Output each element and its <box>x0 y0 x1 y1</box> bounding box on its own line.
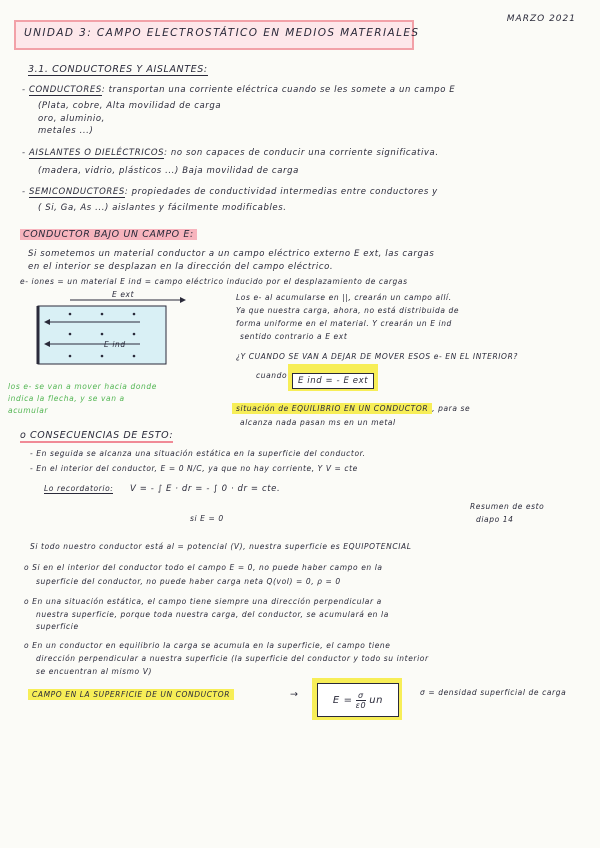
right-note-4: sentido contrario a E ext <box>240 332 348 341</box>
charge-dot <box>69 333 72 336</box>
bullet2-line-2: nuestra superficie, porque toda nuestra carga, del conductor, se acumulará en la <box>36 610 389 619</box>
charge-dot <box>133 355 136 358</box>
section-heading-1: 3.1. CONDUCTORES Y AISLANTES: <box>28 64 208 75</box>
semiconductores-line: - SEMICONDUCTORES: propiedades de conductividad intermedias entre conductores y <box>22 187 438 197</box>
aislantes-line: - AISLANTES O DIELÉCTRICOS: no son capaces de conducir una corriente significativa. <box>22 148 439 158</box>
section-heading-2: CONDUCTOR BAJO UN CAMPO E: <box>20 229 197 240</box>
green-note-2: indica la flecha, y se van a <box>8 394 125 403</box>
formula-fraction <box>356 691 367 710</box>
bullet3-line-2: dirección perpendicular a nuestra superficie (la superficie del conductor y todo su interior <box>36 654 429 663</box>
formula-e: E = <box>332 694 353 706</box>
page-title: UNIDAD 3: CAMPO ELECTROSTÁTICO EN MEDIOS MATERIALES <box>24 27 420 39</box>
charge-dot <box>133 313 136 316</box>
resumen-1: Resumen de esto <box>470 502 545 511</box>
intro-line-1: Si sometemos un material conductor a un campo eléctrico externo E ext, las cargas <box>28 249 435 259</box>
si-e0: si E = 0 <box>190 514 224 523</box>
charge-dot <box>101 313 104 316</box>
formula-highlight <box>312 678 402 720</box>
resumen-2: diapo 14 <box>476 515 514 524</box>
green-note-1: los e- se van a mover hacia donde <box>8 382 157 391</box>
section-heading-3: o CONSECUENCIAS DE ESTO: <box>20 430 174 441</box>
integral-eq: V = - ∫ E · dr = - ∫ 0 · dr = cte. <box>130 484 281 494</box>
eq-box: E ind = - E ext <box>292 373 374 389</box>
semiconductores-line-2: ( Si, Ga, As ...) aislantes y fácilmente modificables. <box>38 203 287 213</box>
e-ext-arrowhead <box>180 297 186 303</box>
formula-denominator: ε0 <box>355 700 367 710</box>
charge-dot <box>101 333 104 336</box>
conductores-example-3: metales ...) <box>38 126 94 136</box>
question: ¿Y CUANDO SE VAN A DEJAR DE MOVER ESOS e- EN EL INTERIOR? <box>236 352 518 361</box>
charge-dot <box>69 313 72 316</box>
e-ind-label: E ind <box>104 340 126 349</box>
formula-numerator: σ <box>358 690 364 700</box>
bullet1-line-1: o Si en el interior del conductor todo el campo E = 0, no puede haber campo en la <box>24 563 383 572</box>
e-ext-label: E ext <box>112 290 135 299</box>
equilibrio-line-2: alcanza nada pasan ms en un metal <box>240 418 396 427</box>
intro-line-2: en el interior se desplazan en la dirección del campo eléctrico. <box>28 262 334 272</box>
charge-dot <box>69 355 72 358</box>
conductores-line: - CONDUCTORES: transportan una corriente eléctrica cuando se les somete a un campo E <box>22 85 456 95</box>
formula-unit-vector: un <box>369 694 384 706</box>
iones-line: e- iones = un material E ind = campo eléctrico inducido por el desplazamiento de cargas <box>20 277 408 286</box>
right-note-1: Los e- al acumularse en ||, crearán un campo allí. <box>236 293 452 302</box>
right-note-3: forma uniforme en el material. Y crearán un E ind <box>236 319 452 328</box>
consecuencia-2: - En el interior del conductor, E = 0 N/C, ya que no hay corriente, Y V = cte <box>30 464 358 473</box>
equipotencial-line: Si todo nuestro conductor está al = potencial (V), nuestra superficie es EQUIPOTENCIAL <box>30 542 412 551</box>
bullet2-line-1: o En una situación estática, el campo tiene siempre una dirección perpendicular a <box>24 597 382 606</box>
arrow-right-icon: → <box>290 689 298 700</box>
charge-dot <box>133 333 136 336</box>
campo-superficie-label: CAMPO EN LA SUPERFICIE DE UN CONDUCTOR <box>28 690 234 699</box>
recordatorio-label: Lo recordatorio: <box>44 484 114 493</box>
sigma-definition: σ = densidad superficial de carga <box>420 688 567 697</box>
aislantes-examples: (madera, vidrio, plásticos ...) Baja movilidad de carga <box>38 166 299 176</box>
charge-dot <box>101 355 104 358</box>
cuando-label: cuando <box>256 371 288 380</box>
bullet2-line-3: superficie <box>36 622 79 631</box>
equilibrio-line: situación de EQUILIBRIO EN UN CONDUCTOR , para se <box>232 404 470 413</box>
consecuencia-1: - En seguida se alcanza una situación estática en la superficie del conductor. <box>30 449 366 458</box>
conductores-example-1: (Plata, cobre, Alta movilidad de carga <box>38 101 222 111</box>
right-note-2: Ya que nuestra carga, ahora, no está distribuida de <box>236 306 460 315</box>
surface-field-formula <box>317 683 399 717</box>
bullet3-line-3: se encuentran al mismo V) <box>36 667 152 676</box>
date: MARZO 2021 <box>506 14 576 24</box>
conductor-diagram <box>30 292 200 372</box>
conductores-example-2: oro, aluminio, <box>38 114 105 124</box>
eq-box-highlight <box>288 364 378 391</box>
bullet1-line-2: superficie del conductor, no puede haber carga neta Q(vol) = 0, ρ = 0 <box>36 577 341 586</box>
green-note-3: acumular <box>8 406 49 415</box>
bullet3-line-1: o En un conductor en equilibrio la carga se acumula en la superficie, el campo tiene <box>24 641 391 650</box>
